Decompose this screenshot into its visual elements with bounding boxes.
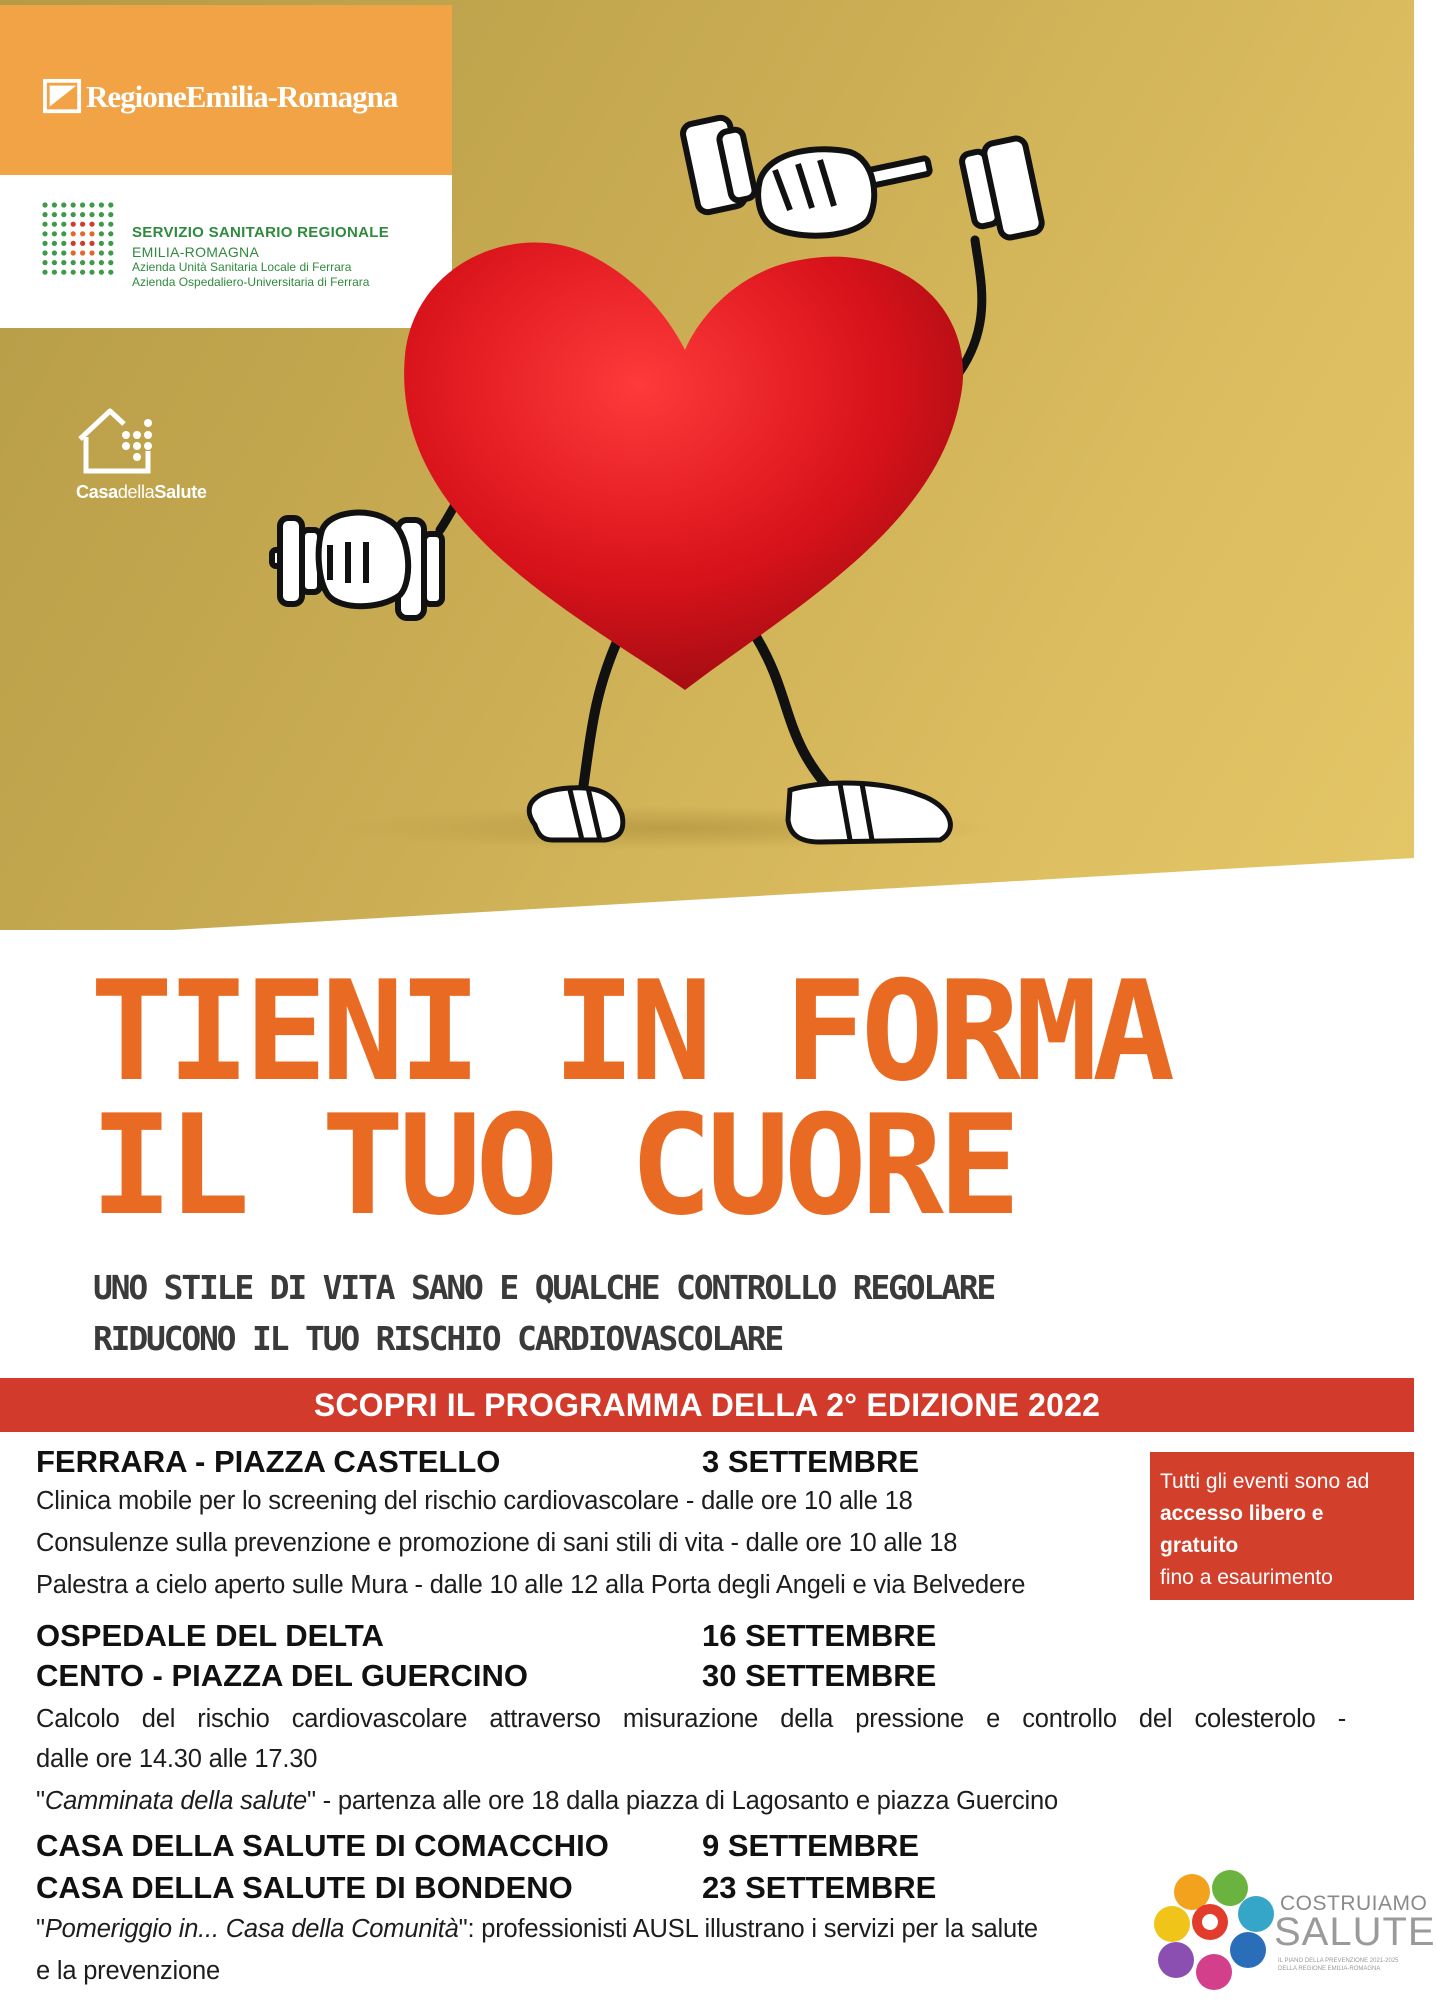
ssr-dot xyxy=(99,270,104,275)
ssr-dot xyxy=(71,250,76,255)
ssr-dot xyxy=(80,231,85,236)
house-icon xyxy=(76,405,154,475)
ssr-dot xyxy=(71,202,76,207)
hero-section xyxy=(0,0,1414,930)
ssr-dot xyxy=(71,241,76,246)
date-comacchio: 9 SETTEMBRE xyxy=(702,1828,920,1863)
note-line-2: accesso libero e gratuito xyxy=(1160,1502,1324,1557)
ssr-dot xyxy=(99,260,104,265)
ssr-dot xyxy=(52,250,57,255)
ssr-dot xyxy=(42,260,47,265)
date-bondeno: 23 SETTEMBRE xyxy=(702,1870,937,1905)
ssr-dot xyxy=(80,212,85,217)
ssr-dot xyxy=(80,202,85,207)
ssr-dot xyxy=(61,202,66,207)
venue-ferrara: FERRARA - PIAZZA CASTELLO xyxy=(36,1444,501,1479)
ssr-dot xyxy=(61,231,66,236)
ssr-dot xyxy=(108,202,113,207)
ssr-dot xyxy=(108,270,113,275)
venue-bondeno: CASA DELLA SALUTE DI BONDENO xyxy=(36,1870,573,1905)
ssr-dot xyxy=(61,270,66,275)
program-banner-text: SCOPRI IL PROGRAMMA DELLA 2° EDIZIONE 2022 xyxy=(313,1386,1101,1423)
program-banner xyxy=(0,1378,1414,1432)
ssr-title: SERVIZIO SANITARIO REGIONALE xyxy=(132,224,390,241)
ssr-dot xyxy=(42,202,47,207)
date-ferrara: 3 SETTEMBRE xyxy=(702,1444,920,1479)
ssr-dot xyxy=(42,270,47,275)
heart-lifting-dumbbells-illustration xyxy=(320,90,1140,910)
salute-word: SALUTE xyxy=(1274,1910,1436,1954)
subtitle xyxy=(93,1262,994,1364)
main-title-line-2: IL TUO CUORE xyxy=(90,1085,1015,1246)
ssr-dot xyxy=(99,202,104,207)
ssr-dot xyxy=(108,241,113,246)
venue-cento: CENTO - PIAZZA DEL GUERCINO xyxy=(36,1658,529,1693)
ssr-dot xyxy=(52,260,57,265)
ssr-dot xyxy=(71,212,76,217)
calcolo-line-2: dalle ore 14.30 alle 17.30 xyxy=(36,1745,318,1773)
ssr-dot xyxy=(61,241,66,246)
date-delta: 16 SETTEMBRE xyxy=(702,1618,937,1653)
ssr-dot xyxy=(89,241,94,246)
ssr-dot xyxy=(52,212,57,217)
ferrara-item-3: Palestra a cielo aperto sulle Mura - dalle 10 alle 12 alla Porta degli Angeli e via Belvedere xyxy=(36,1571,1026,1599)
note-line-3: fino a esaurimento xyxy=(1160,1566,1333,1589)
ssr-dot xyxy=(89,212,94,217)
ssr-dot xyxy=(71,231,76,236)
main-title-line-1: TIENI IN FORMA xyxy=(90,951,1170,1112)
ssr-dot xyxy=(80,222,85,227)
ssr-dot xyxy=(108,250,113,255)
ssr-dot xyxy=(89,222,94,227)
ssr-dot xyxy=(80,250,85,255)
ssr-dot xyxy=(71,270,76,275)
ssr-dot xyxy=(80,241,85,246)
venue-comacchio: CASA DELLA SALUTE DI COMACCHIO xyxy=(36,1828,609,1863)
ssr-aou: Azienda Ospedaliero-Universitaria di Ferrara xyxy=(132,275,370,289)
ssr-dot xyxy=(108,231,113,236)
ssr-dot xyxy=(89,250,94,255)
ssr-dot xyxy=(52,231,57,236)
ssr-dot xyxy=(42,212,47,217)
costruiamo-sub-1: IL PIANO DELLA PREVENZIONE 2021-2025 xyxy=(1278,1958,1399,1964)
ssr-dot xyxy=(42,231,47,236)
venue-delta: OSPEDALE DEL DELTA xyxy=(36,1618,384,1653)
ssr-dot xyxy=(42,222,47,227)
ssr-dot xyxy=(52,202,57,207)
ssr-dot xyxy=(71,260,76,265)
colorful-flower-circles-logo xyxy=(1152,1866,1282,2000)
note-line-1: Tutti gli eventi sono ad xyxy=(1160,1470,1370,1493)
main-title xyxy=(90,951,1170,1246)
region-name: RegioneEmilia-Romagna xyxy=(86,79,398,114)
casa-della-salute-label: CasadellaSalute xyxy=(76,482,207,502)
casa-della-salute-logo xyxy=(76,405,207,503)
ssr-dot xyxy=(71,222,76,227)
ssr-dot xyxy=(52,241,57,246)
costruiamo-word: COSTRUIAMO xyxy=(1280,1892,1428,1915)
subtitle-line-1: UNO STILE DI VITA SANO E QUALCHE CONTROLLO REGOLARE xyxy=(93,1268,995,1307)
costruiamo-sub-2: DELLA REGIONE EMILIA-ROMAGNA xyxy=(1278,1966,1381,1972)
ssr-dot xyxy=(80,270,85,275)
ssr-dot xyxy=(42,241,47,246)
ssr-dot xyxy=(61,260,66,265)
ssr-region: EMILIA-ROMAGNA xyxy=(132,244,260,260)
ssr-dot xyxy=(99,241,104,246)
ssr-dot xyxy=(99,250,104,255)
ssr-dot xyxy=(42,250,47,255)
ssr-dot xyxy=(99,212,104,217)
pomeriggio-line-1: "Pomeriggio in... Casa della Comunità": professionisti AUSL illustrano i servizi per la salute xyxy=(36,1915,1038,1943)
ssr-dot xyxy=(61,222,66,227)
ssr-dot xyxy=(99,231,104,236)
ssr-dot xyxy=(89,260,94,265)
costruiamo-salute-logo xyxy=(1152,1866,1436,2000)
note-line-4: dei posti disponibili xyxy=(1160,1598,1337,1621)
ssr-dot xyxy=(108,260,113,265)
ssr-dot xyxy=(52,222,57,227)
ssr-dot xyxy=(108,212,113,217)
ssr-dot xyxy=(80,260,85,265)
ssr-dot xyxy=(61,250,66,255)
camminata-line: "Camminata della salute" - partenza alle ore 18 dalla piazza di Lagosanto e piazza Guercino xyxy=(36,1787,1058,1815)
region-emilia-romagna-logo-icon xyxy=(44,78,82,116)
ssr-dot xyxy=(108,222,113,227)
free-access-note xyxy=(1150,1452,1414,1621)
subtitle-line-2: RIDUCONO IL TUO RISCHIO CARDIOVASCOLARE xyxy=(93,1319,783,1358)
date-cento: 30 SETTEMBRE xyxy=(702,1658,937,1693)
ferrara-item-1: Clinica mobile per lo screening del rischio cardiovascolare - dalle ore 10 alle 18 xyxy=(36,1487,913,1515)
ferrara-item-2: Consulenze sulla prevenzione e promozione di sani stili di vita - dalle ore 10 alle 18 xyxy=(36,1529,958,1557)
ssr-dot xyxy=(89,202,94,207)
ssr-dot xyxy=(89,231,94,236)
ssr-dot-grid-icon xyxy=(40,200,116,278)
calcolo-line-1: Calcolo del rischio cardiovascolare attraverso misurazione della pressione e controllo del colesterolo - xyxy=(36,1705,1346,1733)
ssr-ausl: Azienda Unità Sanitaria Locale di Ferrara xyxy=(132,260,352,274)
ssr-dot xyxy=(52,270,57,275)
ssr-dot xyxy=(61,212,66,217)
pomeriggio-line-2: e la prevenzione xyxy=(36,1957,220,1985)
ssr-dot xyxy=(99,222,104,227)
ssr-dot xyxy=(89,270,94,275)
